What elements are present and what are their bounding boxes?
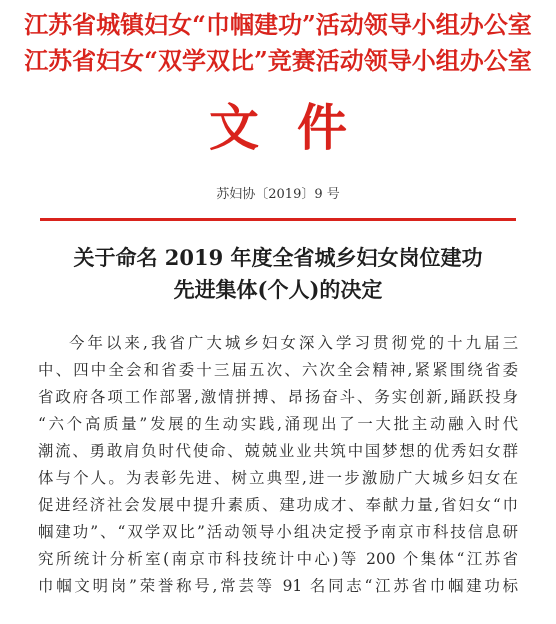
body-line: 巾帼文明岗”荣誉称号,常芸等 91 名同志“江苏省巾帼建功标 — [38, 577, 518, 595]
document-number: 苏妇协〔2019〕9 号 — [216, 187, 340, 202]
issuer-line-2: 江苏省妇女“双学双比”竞赛活动领导小组办公室 — [24, 46, 532, 75]
body-line: 体与个人。为表彰先进、树立典型,进一步激励广大城乡妇女在 — [38, 469, 518, 487]
document-word: 文件 — [209, 98, 385, 157]
document-title-line-1: 关于命名 2019 年度全省城乡妇女岗位建功 — [73, 245, 483, 270]
body-line: 中、四中全会和省委十三届五次、六次全会精神,紧紧围绕省委 — [38, 361, 518, 379]
body-line: “六个高质量”发展的生动实践,涌现出了一大批主动融入时代 — [38, 415, 518, 433]
body-paragraph — [38, 330, 518, 600]
body-line: 帼建功”、“双学双比”活动领导小组决定授予南京市科技信息研 — [38, 523, 518, 541]
red-divider — [40, 218, 516, 221]
body-line: 潮流、勇敢肩负时代使命、兢兢业业共筑中国梦想的优秀妇女群 — [38, 442, 518, 460]
body-line: 促进经济社会发展中提升素质、建功成才、奉献力量,省妇女“巾 — [38, 496, 518, 514]
document-title-line-2: 先进集体(个人)的决定 — [173, 277, 383, 302]
body-line: 今年以来,我省广大城乡妇女深入学习贯彻党的十九届三 — [69, 334, 518, 352]
body-line: 究所统计分析室(南京市科技统计中心)等 200 个集体“江苏省 — [38, 550, 518, 568]
body-line: 省政府各项工作部署,激情拼搏、昂扬奋斗、务实创新,踊跃投身 — [38, 388, 518, 406]
issuer-line-1: 江苏省城镇妇女“巾帼建功”活动领导小组办公室 — [24, 10, 532, 39]
